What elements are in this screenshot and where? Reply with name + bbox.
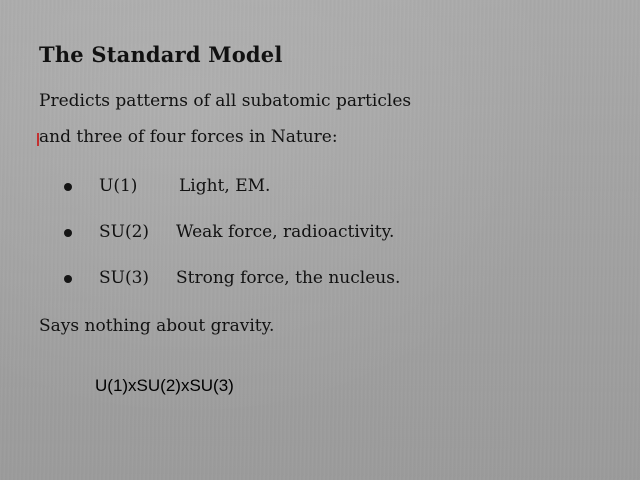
bullet-item-su3 bbox=[64, 268, 464, 292]
bullet-item-u1 bbox=[64, 176, 464, 200]
slide-title: The Standard Model bbox=[39, 42, 283, 67]
bullet-description: Light, EM. bbox=[179, 176, 271, 196]
bullet-description: Strong force, the nucleus. bbox=[176, 268, 401, 288]
gauge-group-formula: U(1)xSU(2)xSU(3) bbox=[95, 376, 234, 395]
bullet-item-su2 bbox=[64, 222, 464, 246]
intro-line-1: Predicts patterns of all subatomic particles bbox=[39, 91, 412, 111]
bullet-dot-icon bbox=[64, 183, 72, 191]
bullet-dot-icon bbox=[64, 275, 72, 283]
bullet-dot-icon bbox=[64, 229, 72, 237]
closing-line: Says nothing about gravity. bbox=[39, 316, 275, 336]
bullet-group-name: U(1) bbox=[99, 176, 138, 196]
bullet-description: Weak force, radioactivity. bbox=[176, 222, 395, 242]
bullet-group-name: SU(3) bbox=[99, 268, 150, 288]
bullet-group-name: SU(2) bbox=[99, 222, 150, 242]
intro-line-2: and three of four forces in Nature: bbox=[39, 127, 338, 147]
